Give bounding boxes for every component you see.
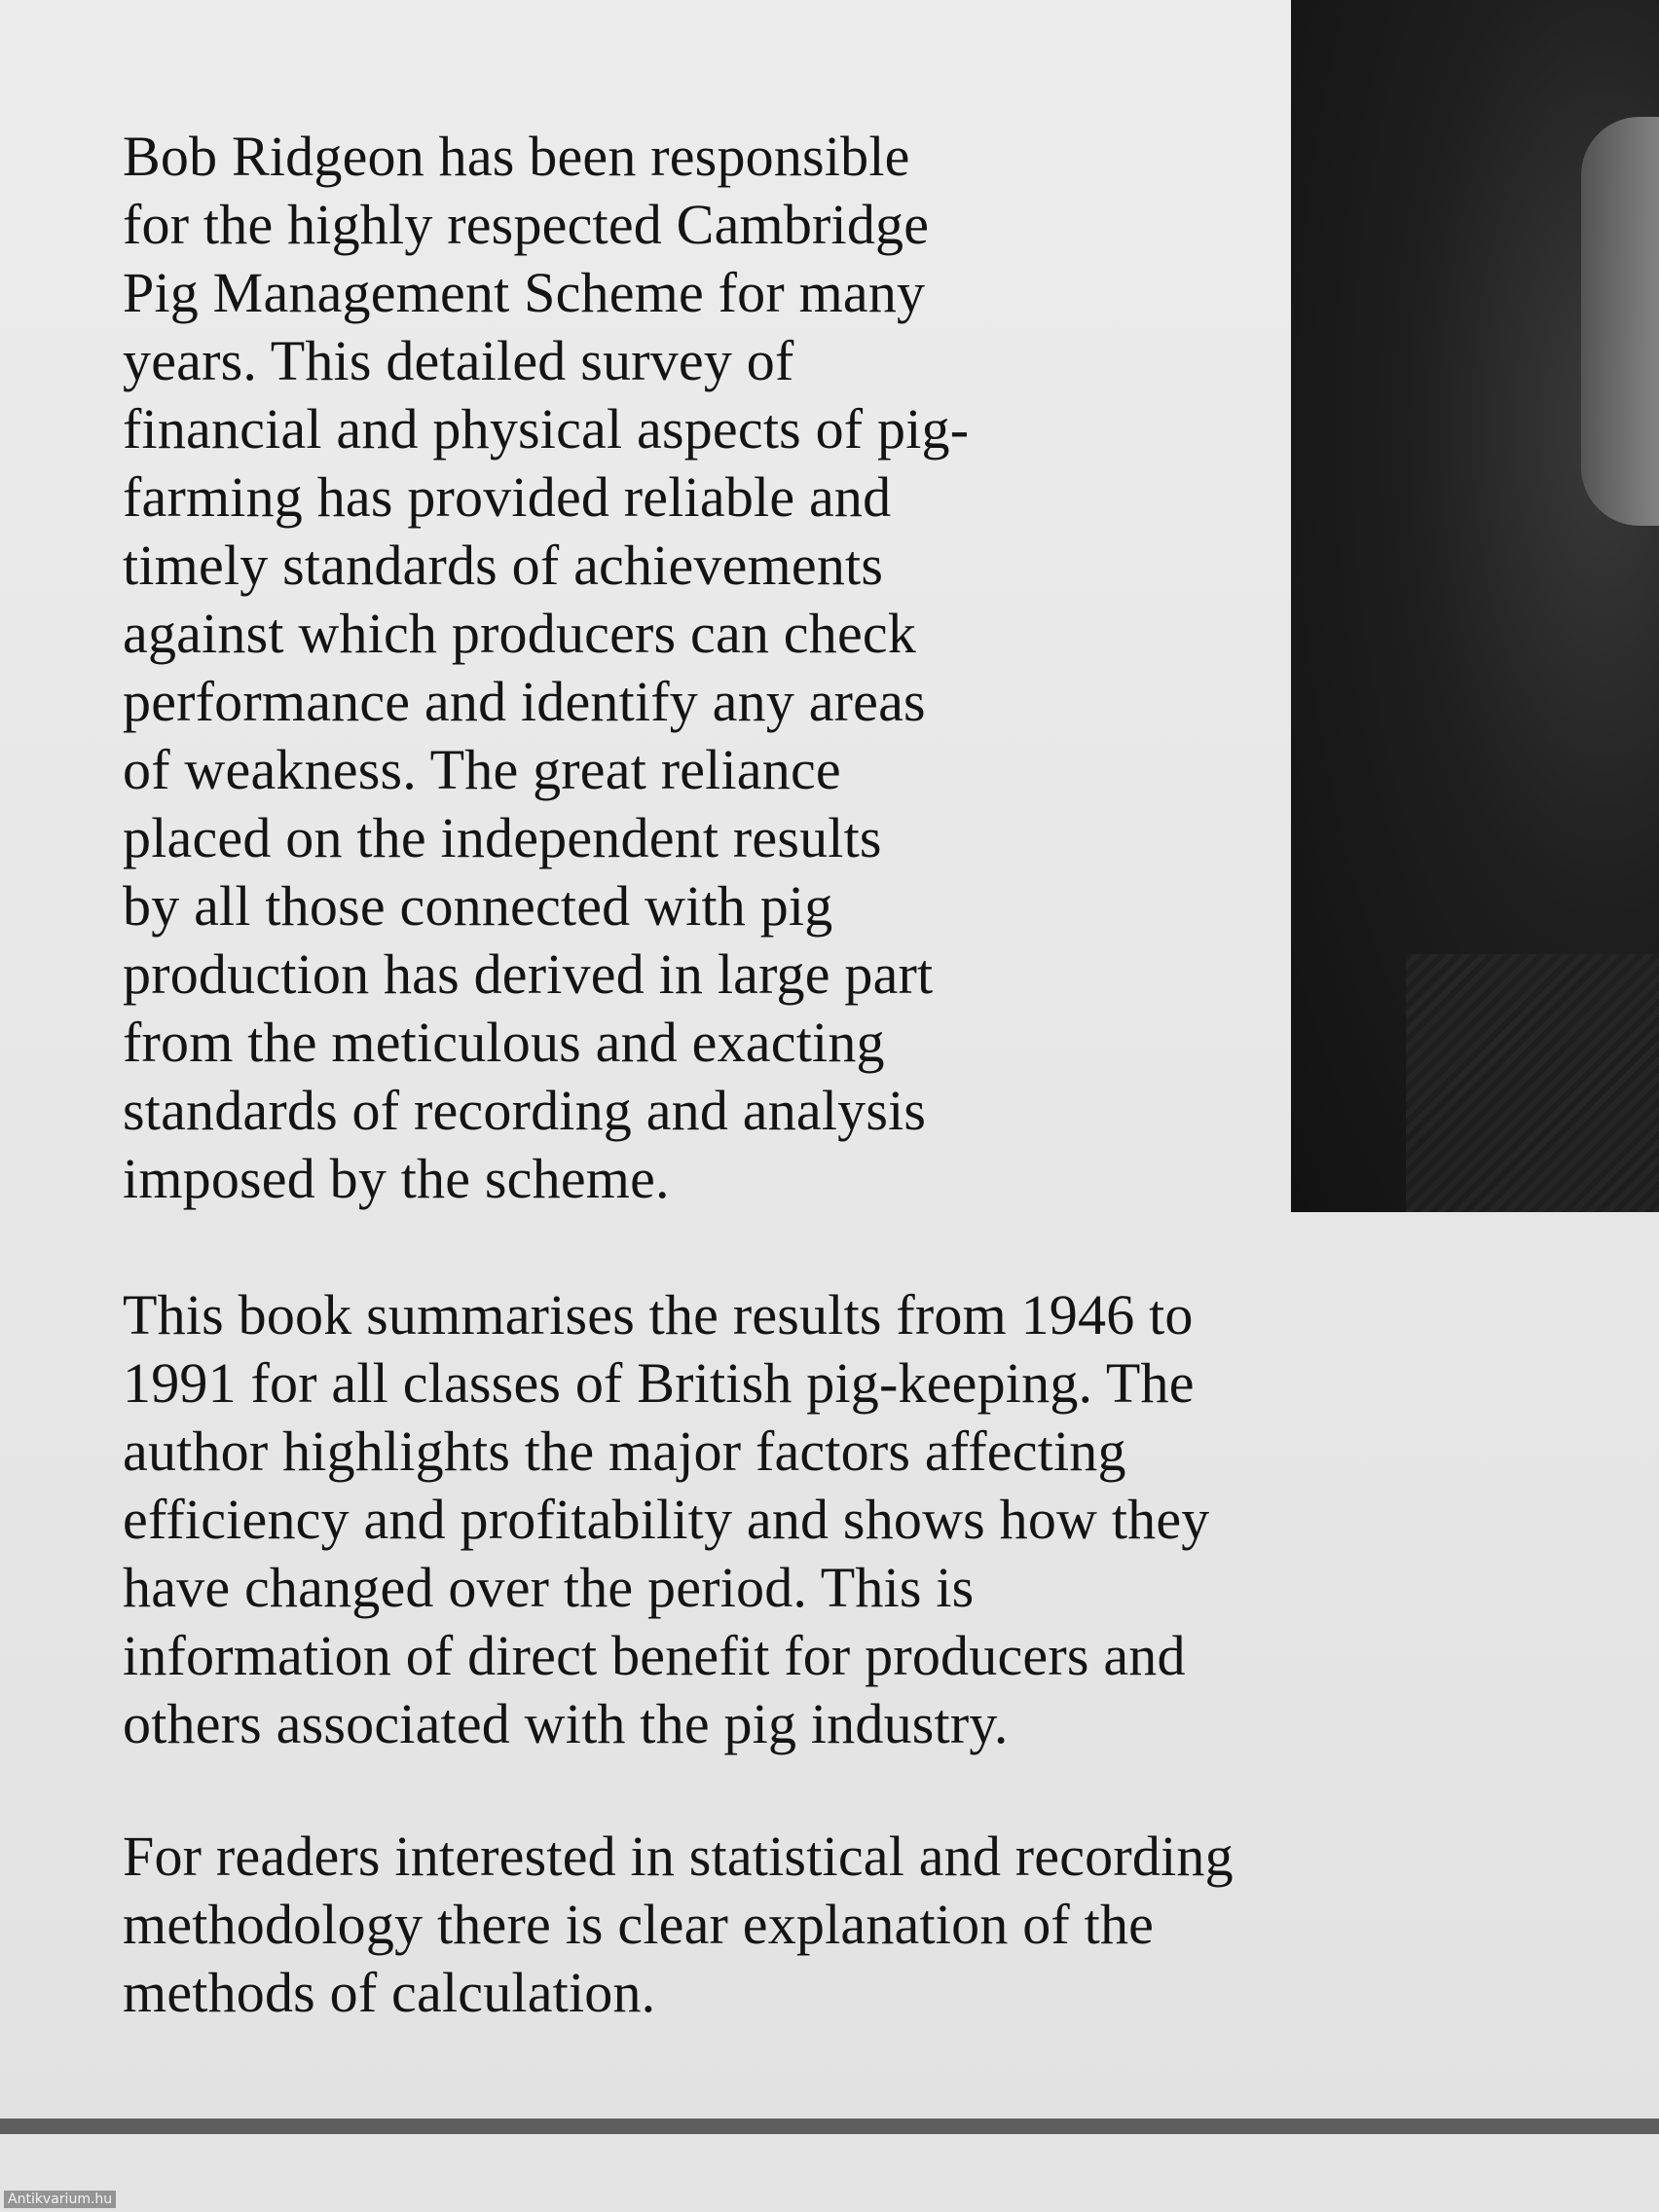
author-photo-face <box>1581 117 1659 526</box>
text-line: author highlights the major factors affecting <box>123 1419 1126 1483</box>
text-line: Pig Management Scheme for many <box>123 261 926 324</box>
text-line: information of direct benefit for producers and <box>123 1624 1186 1687</box>
author-photo <box>1291 0 1659 1212</box>
author-photo-jacket <box>1406 954 1659 1212</box>
text-line: of weakness. The great reliance <box>123 738 841 801</box>
text-line: 1991 for all classes of British pig-keeping. The <box>123 1351 1195 1415</box>
text-line: standards of recording and analysis <box>123 1079 927 1142</box>
text-line: placed on the independent results <box>123 806 882 869</box>
text-line: for the highly respected Cambridge <box>123 193 930 256</box>
watermark: Antikvarium.hu <box>4 2191 116 2208</box>
bottom-divider <box>0 2119 1659 2134</box>
text-line: by all those connected with pig <box>123 874 833 938</box>
text-line: against which producers can check <box>123 602 917 665</box>
methodology-paragraph <box>123 1823 1234 2027</box>
text-line: production has derived in large part <box>123 942 934 1006</box>
text-line: imposed by the scheme. <box>123 1147 670 1210</box>
text-line: methods of calculation. <box>123 1961 656 2024</box>
text-line: years. This detailed survey of <box>123 329 794 392</box>
book-summary-paragraph <box>123 1281 1210 1758</box>
text-line: methodology there is clear explanation of the <box>123 1893 1155 1956</box>
text-line: For readers interested in statistical and recording <box>123 1825 1234 1888</box>
text-line: farming has provided reliable and <box>123 465 892 529</box>
text-line: Bob Ridgeon has been responsible <box>123 125 910 188</box>
author-bio-paragraph <box>123 123 969 1213</box>
text-line: timely standards of achievements <box>123 534 884 597</box>
text-line: financial and physical aspects of pig- <box>123 397 970 461</box>
text-line: from the meticulous and exacting <box>123 1011 885 1074</box>
text-line: This book summarises the results from 1946 to <box>123 1283 1194 1346</box>
text-line: performance and identify any areas <box>123 670 926 733</box>
text-line: efficiency and profitability and shows how they <box>123 1488 1210 1551</box>
text-line: have changed over the period. This is <box>123 1556 975 1619</box>
bottom-strip <box>0 2134 1659 2212</box>
text-line: others associated with the pig industry. <box>123 1692 1009 1755</box>
